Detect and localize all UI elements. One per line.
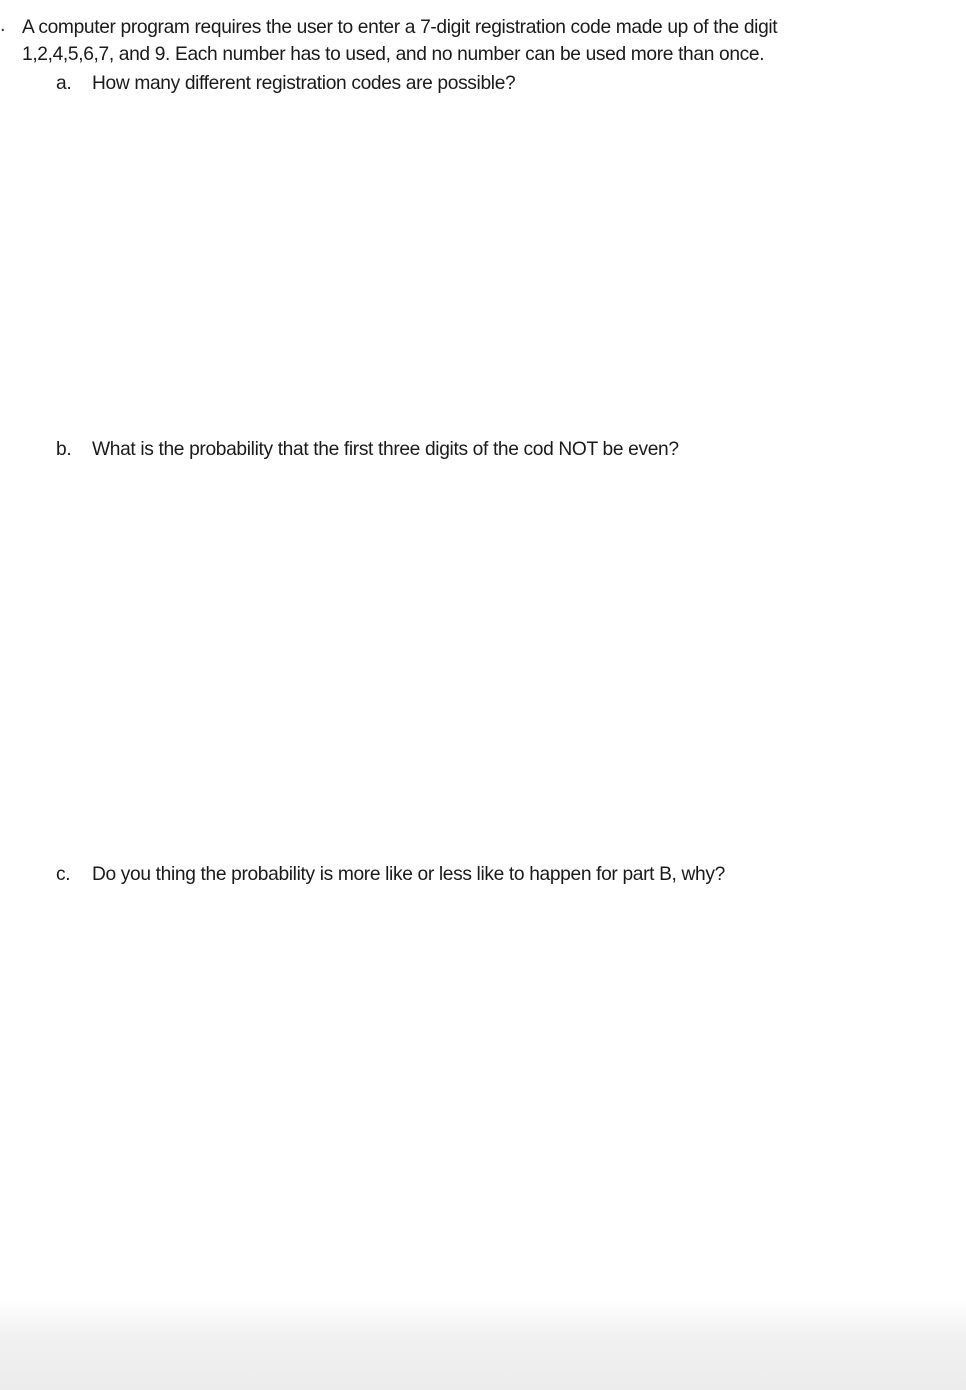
part-a-letter: a. — [56, 73, 72, 94]
part-c-letter: c. — [56, 864, 71, 885]
part-a-question — [56, 71, 515, 97]
page-bottom-shadow — [0, 1300, 966, 1390]
part-c-text: Do you thing the probability is more like or less like to happen for part B, why? — [92, 864, 725, 885]
problem-statement — [22, 14, 922, 68]
problem-line-2: 1,2,4,5,6,7, and 9. Each number has to used, and no number can be used more than once. — [22, 44, 765, 65]
part-b-letter: b. — [56, 439, 72, 460]
part-c-question — [56, 862, 725, 888]
problem-number-marker: . — [0, 14, 6, 36]
problem-line-1: A computer program requires the user to enter a 7-digit registration code made up of the digit — [22, 17, 778, 38]
part-b-text: What is the probability that the first three digits of the cod NOT be even? — [92, 439, 679, 460]
part-a-text: How many different registration codes are possible? — [92, 73, 516, 94]
part-b-question — [56, 437, 679, 463]
